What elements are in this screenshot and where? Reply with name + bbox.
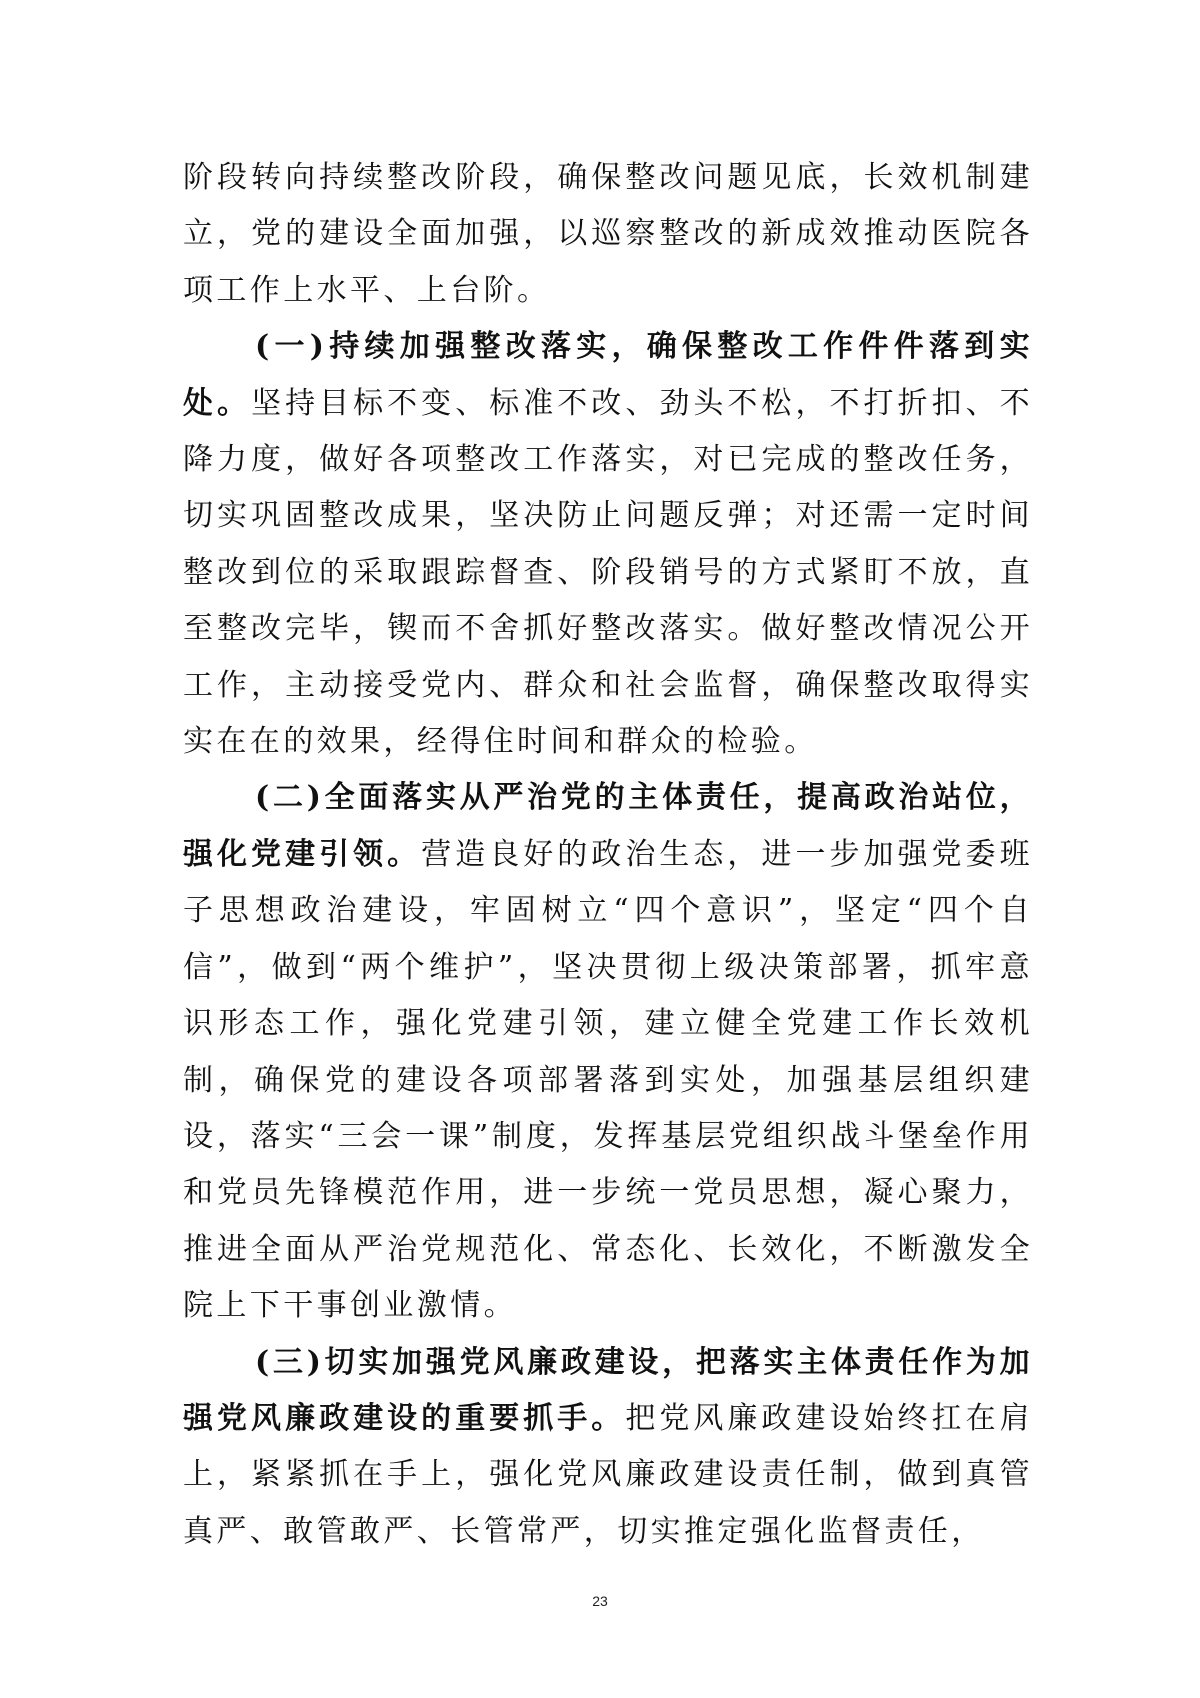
- paragraph-body: 营造良好的政治生态，进一步加强党委班子思想政治建设，牢固树立“四个意识”，坚定“四个自信”，做到“两个维护”，坚决贯彻上级决策部署，抓牢意识形态工作，强化党建引领，建立健全党建工作长效机制，确保党的建设各项部署落到实处，加强基层组织建设，落实“三会一课”制度，发挥基层党组织战斗堡垒作用和党员先锋模范作用，进一步统一党员思想，凝心聚力，推进全面从严治党规范化、常态化、长效化，不断激发全院上下干事创业激情。: [183, 836, 1033, 1324]
- paragraph-section-1: [183, 319, 1033, 770]
- paragraph-continuation: [183, 150, 1033, 319]
- page-number: 23: [592, 1593, 608, 1609]
- section-heading: (一)持续加强整改落实，确保整改工作件件落到实处。: [183, 329, 1033, 421]
- paragraph-section-2: [183, 770, 1033, 1334]
- section-heading: (三)切实加强党风廉政建设，把落实主体责任作为加强党风廉政建设的重要抓手。: [183, 1344, 1033, 1436]
- paragraph-body: 坚持目标不变、标准不改、劲头不松，不打折扣、不降力度，做好各项整改工作落实，对已完成的整改任务，切实巩固整改成果，坚决防止问题反弹；对还需一定时间整改到位的采取跟踪督查、阶段销号的方式紧盯不放，直至整改完毕，锲而不舍抓好整改落实。做好整改情况公开工作，主动接受党内、群众和社会监督，确保整改取得实实在在的效果，经得住时间和群众的检验。: [183, 385, 1033, 760]
- paragraph-section-3: [183, 1335, 1033, 1561]
- section-heading: (二)全面落实从严治党的主体责任，提高政治站位，强化党建引领。: [183, 780, 1033, 872]
- paragraph-body: 阶段转向持续整改阶段，确保整改问题见底，长效机制建立，党的建设全面加强，以巡察整改的新成效推动医院各项工作上水平、上台阶。: [183, 160, 1033, 308]
- body-text: [183, 150, 1033, 1560]
- paragraph-body: 把党风廉政建设始终扛在肩上，紧紧抓在手上，强化党风廉政建设责任制，做到真管真严、敢管敢严、长管常严，切实推定强化监督责任，: [183, 1400, 1033, 1549]
